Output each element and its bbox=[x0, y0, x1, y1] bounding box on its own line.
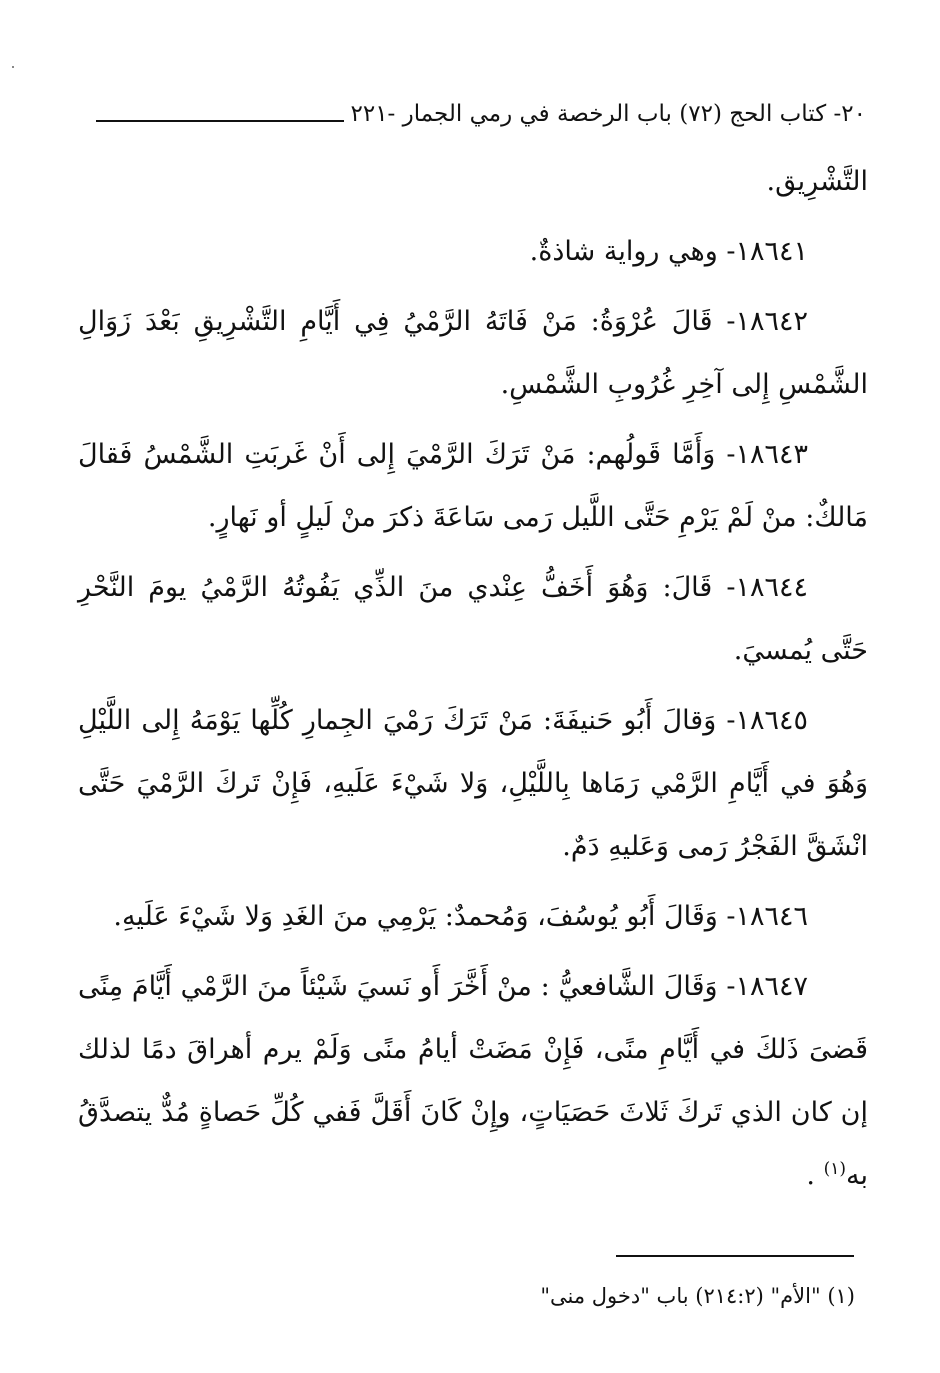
footnote: (١) "الأم" (٢١٤:٢) باب "دخول منى" bbox=[540, 1284, 855, 1308]
footnote-reference[interactable]: (١) bbox=[823, 1159, 846, 1179]
header-rule bbox=[96, 120, 344, 122]
paragraph-18645: ١٨٦٤٥- وَقالَ أَبُو حَنيفَةَ: مَنْ تَرَكَ رَمْيَ الجِمارِ كُلِّها يَوْمَهُ إِلى اللَّيْلِ وَهُوَ في أَيَّامِ الرَّمْي رَمَاها بِاللَّيْلِ، وَلا شَيْءَ عَلَيهِ، فَإِنْ تَركَ الرَّمْيَ حَتَّى انْشَقَّ الفَجْرُ رَمى وَعَليهِ دَمٌ. bbox=[78, 705, 868, 862]
running-header bbox=[96, 90, 866, 130]
paragraph-continuation: التَّشْرِيق. bbox=[766, 166, 868, 197]
paragraph-18647-text: ١٨٦٤٧- وَقَالَ الشَّافعيُّ : منْ أَخَّرَ أَو نَسيَ شَيْئاً منَ الرَّمْي أَيَّامَ مِنًى قَضىَ ذَلكَ في أَيَّامِ منًى، فَإِنْ مَضَتْ أيامُ منًى وَلَمْ يرم أهراقَ دمًا لذلك إن كان الذي تَركَ ثَلاثَ حَصَيَاتٍ، وإِنْ كَانَ أَقَلَّ فَفي كُلِّ حَصاةٍ مُدٌّ يتصدَّقُ به bbox=[78, 971, 868, 1191]
paragraph-18643: ١٨٦٤٣- وَأَمَّا قَولُهم: مَنْ تَرَكَ الرَّمْيَ إِلى أَنْ غَربَتِ الشَّمْسُ فَقالَ مَالكٌ: منْ لَمْ يَرْمِ حَتَّى اللَّيل رَمى سَاعَةَ ذكرَ منْ لَيلٍ أو نَهارٍ. bbox=[78, 439, 868, 533]
paragraph-18646: ١٨٦٤٦- وَقَالَ أَبُو يُوسُفَ، وَمُحمدٌ: يَرْمِي منَ الغَدِ وَلا شَيْءَ عَلَيهِ. bbox=[113, 901, 808, 932]
paragraph-18641: ١٨٦٤١- وهي رواية شاذةٌ. bbox=[529, 236, 808, 267]
paragraph-18647: ١٨٦٤٧- وَقَالَ الشَّافعيُّ : منْ أَخَّرَ أَو نَسيَ شَيْئاً منَ الرَّمْي أَيَّامَ مِنًى قَضىَ ذَلكَ في أَيَّامِ منًى، فَإِنْ مَضَتْ أيامُ منًى وَلَمْ يرم أهراقَ دمًا لذلك إن كان الذي تَركَ ثَلاثَ حَصَيَاتٍ، وإِنْ كَانَ أَقَلَّ فَفي كُلِّ حَصاةٍ مُدٌّ يتصدَّقُ به$^{(١)}$ . bbox=[78, 971, 868, 1191]
paragraph-18644: ١٨٦٤٤- قَالَ: وَهُوَ أَخَفُّ عِنْدي منَ الذِّي يَفُوتُهُ الرَّمْيُ يومَ النَّحْرِ حَتَّى يُمسيَ. bbox=[78, 572, 868, 666]
footnote-separator bbox=[616, 1255, 854, 1257]
paragraph-18642: ١٨٦٤٢- قَالَ عُرْوَةُ: مَنْ فَاتَهُ الرَّمْيُ فِي أَيَّامِ التَّشْرِيقِ بَعْدَ زَوَالِ الشَّمْسِ إِلى آخِرِ غُرُوبِ الشَّمْسِ. bbox=[78, 306, 868, 400]
scan-speck bbox=[12, 66, 14, 68]
main-text bbox=[78, 150, 868, 1214]
header-title: ٢٠- كتاب الحج (٧٢) باب الرخصة في رمي الجمار -٢٢١ bbox=[350, 101, 866, 127]
